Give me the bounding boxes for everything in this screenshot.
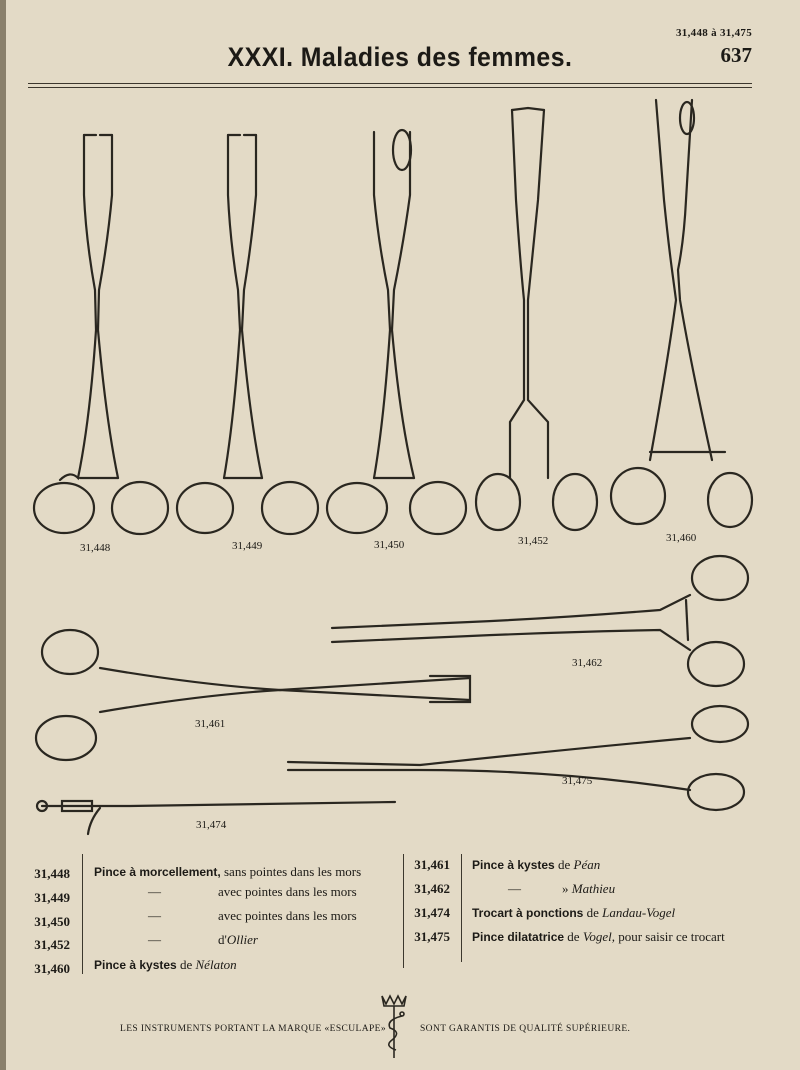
entry-description: Pince dilatatrice de Vogel, pour saisir ce trocart — [472, 929, 725, 944]
entry-ditto: — — [148, 908, 161, 923]
figure-label: 31,475 — [562, 775, 593, 787]
esculape-mark-icon — [376, 990, 412, 1062]
entry-ditto: — — [148, 884, 161, 899]
forceps-31475-drawing — [288, 706, 748, 810]
entry-description: Pince à morcellement, sans pointes dans les mors — [94, 864, 362, 879]
page-number: 637 — [720, 43, 752, 67]
forceps-31449-drawing — [177, 135, 318, 534]
entry-description: avec pointes dans les mors — [218, 908, 357, 923]
figure-label: 31,460 — [666, 532, 697, 544]
entry-description: » Mathieu — [562, 881, 616, 896]
entry-description: Trocart à ponctions de Landau-Vogel — [472, 905, 676, 920]
entry-number: 31,474 — [414, 905, 450, 920]
entry-number: 31,450 — [34, 914, 70, 929]
forceps-31452-drawing — [476, 108, 597, 530]
forceps-31461-drawing — [36, 630, 470, 760]
entry-ditto: — — [508, 881, 521, 896]
entry-number: 31,461 — [414, 857, 450, 872]
figure-label: 31,462 — [572, 657, 603, 669]
footer-left-text: LES INSTRUMENTS PORTANT LA MARQUE «ESCULAPE» — [120, 1024, 387, 1034]
entry-number: 31,475 — [414, 929, 450, 944]
entry-number: 31,462 — [414, 881, 450, 896]
entry-description: d'Ollier — [218, 932, 258, 947]
figure-label: 31,461 — [195, 718, 226, 730]
figure-label: 31,449 — [232, 540, 263, 552]
entry-number: 31,448 — [34, 866, 70, 881]
forceps-31448-drawing — [34, 135, 168, 534]
forceps-31462-drawing — [332, 556, 748, 686]
entry-description: avec pointes dans les mors — [218, 884, 357, 899]
entry-number: 31,460 — [34, 961, 70, 976]
page-range: 31,448 à 31,475 — [676, 27, 752, 39]
entry-description: Pince à kystes de Nélaton — [94, 957, 237, 972]
entry-ditto: — — [148, 932, 161, 947]
page-title: XXXI. Maladies des femmes. — [227, 42, 573, 72]
forceps-31460-drawing — [611, 100, 752, 527]
column-rule — [461, 854, 462, 962]
forceps-31450-drawing — [327, 130, 466, 534]
figure-label: 31,450 — [374, 539, 405, 551]
figure-label: 31,474 — [196, 819, 227, 831]
entry-description: Pince à kystes de Péan — [472, 857, 601, 872]
entry-number: 31,449 — [34, 890, 70, 905]
figure-label: 31,452 — [518, 535, 549, 547]
footer-right-text: SONT GARANTIS DE QUALITÉ SUPÉRIEURE. — [420, 1024, 631, 1034]
column-rule — [82, 854, 83, 974]
figure-label: 31,448 — [80, 542, 111, 554]
entry-number: 31,452 — [34, 937, 70, 952]
